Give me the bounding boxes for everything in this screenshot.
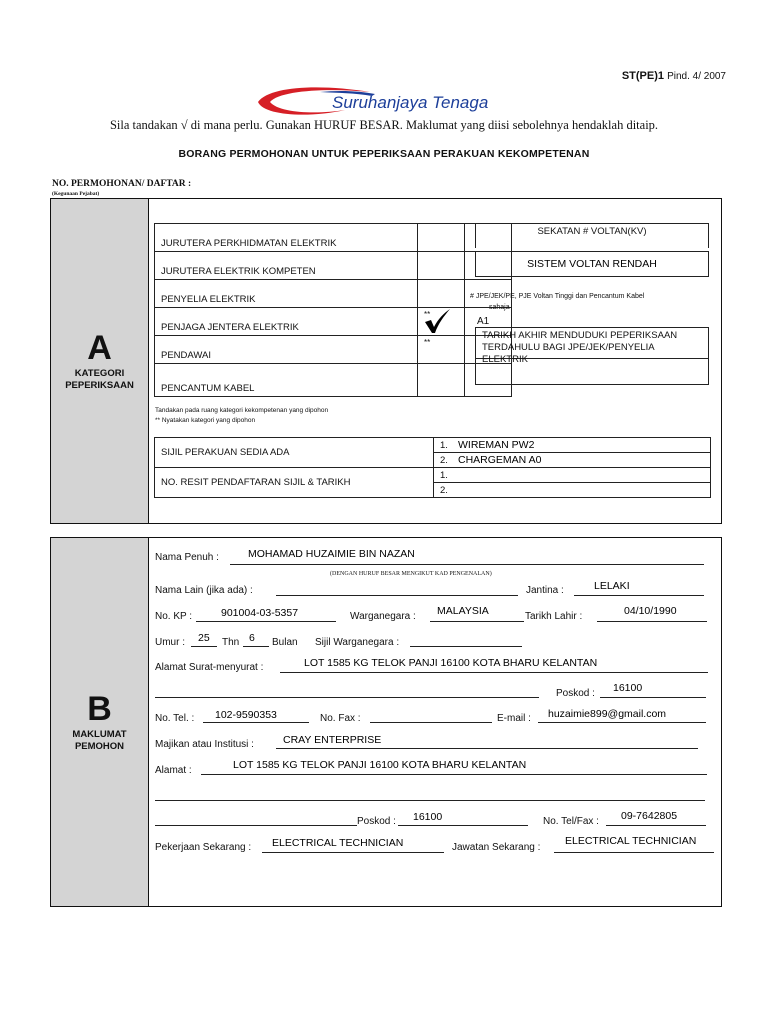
form-code-text: ST(PE)1 (621, 70, 664, 82)
category-code[interactable]: A1 (465, 308, 512, 336)
resit-item-1[interactable] (434, 468, 711, 483)
jawatan-field[interactable]: ELECTRICAL TECHNICIAN (565, 835, 697, 847)
poskod2-label: Poskod : (357, 816, 396, 827)
alamat-field[interactable]: LOT 1585 KG TELOK PANJI 16100 KOTA BHARU KELANTAN (233, 759, 527, 771)
warganegara-line (430, 621, 524, 622)
resit-item-num: 1. (440, 470, 448, 481)
category-row (155, 252, 512, 280)
tarikh-label (476, 328, 708, 365)
section-a-title-line1: KATEGORI (74, 368, 125, 379)
form-title: BORANG PERMOHONAN UNTUK PEPERIKSAAN PERAKUAN KEKOMPETENAN (178, 148, 590, 160)
pekerjaan-label: Pekerjaan Sekarang : (155, 842, 252, 853)
sijil-table (154, 437, 711, 498)
thn-label: Thn (222, 637, 240, 648)
sijil-warganegara-label: Sijil Warganegara : (315, 637, 400, 648)
bulan-field[interactable]: 6 (249, 632, 255, 644)
sijil-item-num: 1. (440, 440, 448, 451)
alamat-line-3[interactable] (155, 825, 357, 826)
pekerjaan-field[interactable]: ELECTRICAL TECHNICIAN (272, 837, 404, 849)
section-a-side-panel (51, 199, 149, 523)
category-checkbox[interactable] (418, 336, 465, 364)
kp-label: No. KP : (155, 611, 193, 622)
warganegara-field[interactable]: MALAYSIA (437, 605, 489, 617)
alamat-surat-line (280, 672, 708, 673)
voltan-header: SEKATAN # VOLTAN(KV) (537, 226, 647, 237)
jantina-line (574, 595, 704, 596)
tel-line (203, 722, 309, 723)
nama-lain-label: Nama Lain (jika ada) : (155, 585, 253, 596)
section-b-letter: B (87, 690, 112, 728)
kegunaan-label: (Kegunaan Pejabat) (52, 191, 100, 197)
jantina-label: Jantina : (526, 585, 564, 596)
check-icon (422, 308, 452, 334)
majikan-line (276, 748, 698, 749)
section-a-title-line2: PEPERIKSAAN (65, 380, 134, 391)
permohonan-label: NO. PERMOHONAN/ DAFTAR : (52, 179, 192, 189)
nama-lain-line (276, 595, 518, 596)
category-row (155, 336, 512, 364)
tarikh-lahir-label: Tarikh Lahir : (525, 611, 583, 622)
category-label: JURUTERA ELEKTRIK KOMPETEN (155, 252, 418, 280)
tarikh-lahir-field[interactable]: 04/10/1990 (624, 605, 677, 617)
bulan-line (243, 646, 269, 647)
majikan-label: Majikan atau Institusi : (155, 739, 254, 750)
poskod-label: Poskod : (556, 688, 595, 699)
poskod2-line (398, 825, 528, 826)
poskod-line (600, 697, 706, 698)
kp-field[interactable]: 901004-03-5357 (221, 607, 299, 619)
sijil-label: SIJIL PERAKUAN SEDIA ADA (155, 438, 434, 468)
pekerjaan-line (262, 852, 444, 853)
category-label: PENJAGA JENTERA ELEKTRIK (155, 308, 418, 336)
suruhanjaya-tenaga-logo (250, 84, 610, 120)
category-stars: ** (424, 338, 431, 347)
sijil-item-num: 2. (440, 455, 448, 466)
nama-note: (DENGAN HURUF BESAR MENGIKUT KAD PENGENALAN) (330, 571, 492, 577)
sijil-item-value: WIREMAN PW2 (458, 439, 535, 451)
resit-item-num: 2. (440, 485, 448, 496)
tarikh-line1: TARIKH AKHIR MENDUDUKI PEPERIKSAAN (482, 330, 678, 341)
warganegara-label: Warganegara : (350, 611, 416, 622)
svg-text:Suruhanjaya Tenaga: Suruhanjaya Tenaga (332, 93, 489, 112)
category-checkbox[interactable] (418, 280, 465, 308)
voltan-header-cell (475, 223, 709, 248)
tel-field[interactable]: 102-9590353 (215, 709, 277, 721)
alamat-line-2[interactable] (155, 800, 705, 801)
alamat-line (201, 774, 707, 775)
alamat-surat-label: Alamat Surat-menyurat : (155, 662, 264, 673)
email-label: E-mail : (497, 713, 531, 724)
category-checkbox[interactable] (418, 224, 465, 252)
telfax-label: No. Tel/Fax : (543, 816, 599, 827)
swoosh-icon (250, 84, 610, 120)
kp-line (196, 621, 336, 622)
category-row (155, 364, 512, 397)
category-label: PENYELIA ELEKTRIK (155, 280, 418, 308)
category-row (155, 224, 512, 252)
voltan-value: SISTEM VOLTAN RENDAH (527, 258, 657, 270)
email-field[interactable]: huzaimie899@gmail.com (548, 708, 667, 720)
tarikh-lahir-line (597, 621, 707, 622)
poskod2-field[interactable]: 16100 (413, 811, 443, 823)
form-code (622, 70, 726, 82)
nama-penuh-line (230, 564, 704, 565)
resit-row (155, 468, 711, 483)
jawatan-line (554, 852, 714, 853)
alamat-surat-line-2[interactable] (155, 697, 539, 698)
note-tandakan: Tandakan pada ruang kategori kekompetenan yang dipohon (155, 407, 329, 414)
category-stars: ** (424, 310, 431, 319)
section-a-letter: A (87, 329, 112, 367)
category-checkbox[interactable] (418, 308, 465, 336)
note-nyatakan: ** Nyatakan kategori yang dipohon (155, 417, 256, 424)
category-label: JURUTERA PERKHIDMATAN ELEKTRIK (155, 224, 418, 252)
voltan-note-line1: # JPE/JEK/PE, PJE Voltan Tinggi dan Pencantum Kabel (470, 293, 645, 300)
email-line (538, 722, 706, 723)
category-label: PENCANTUM KABEL (155, 364, 418, 397)
telfax-line (606, 825, 706, 826)
category-checkbox[interactable] (418, 252, 465, 280)
poskod-field[interactable]: 16100 (613, 682, 643, 694)
section-b-title-line2: PEMOHON (74, 741, 125, 752)
alamat-surat-field[interactable]: LOT 1585 KG TELOK PANJI 16100 KOTA BHARU KELANTAN (304, 657, 598, 669)
tel-label: No. Tel. : (155, 713, 195, 724)
jawatan-label: Jawatan Sekarang : (452, 842, 541, 853)
majikan-field[interactable]: CRAY ENTERPRISE (283, 734, 382, 746)
tarikh-box (475, 327, 709, 385)
resit-item-2[interactable] (434, 483, 711, 498)
sijil-warganegara-line[interactable] (410, 646, 522, 647)
category-checkbox[interactable] (418, 364, 465, 397)
category-row (155, 308, 512, 336)
umur-line (191, 646, 217, 647)
sijil-item-2[interactable] (434, 453, 711, 468)
instruction-text: Sila tandakan √ di mana perlu. Gunakan HURUF BESAR. Maklumat yang diisi sebolehnya hendaklah ditaip. (109, 118, 659, 132)
bulan-label: Bulan (272, 637, 298, 648)
form-revision: Pind. 4/ 2007 (667, 71, 726, 82)
alamat-label: Alamat : (155, 765, 192, 776)
section-b-title-line1: MAKLUMAT (72, 729, 127, 740)
voltan-note-line2: sahaja (489, 304, 510, 311)
category-table (154, 223, 512, 397)
fax-label: No. Fax : (320, 713, 361, 724)
category-label: PENDAWAI (155, 336, 418, 364)
section-b-side-panel (51, 538, 149, 906)
voltan-value-cell[interactable] (475, 251, 709, 277)
umur-field[interactable]: 25 (198, 632, 210, 644)
jantina-field[interactable]: LELAKI (594, 580, 630, 592)
sijil-item-value: CHARGEMAN A0 (458, 454, 542, 466)
nama-penuh-field[interactable]: MOHAMAD HUZAIMIE BIN NAZAN (248, 548, 415, 560)
sijil-row (155, 438, 711, 453)
sijil-item-1[interactable] (434, 438, 711, 453)
umur-label: Umur : (155, 637, 185, 648)
resit-label: NO. RESIT PENDAFTARAN SIJIL & TARIKH (155, 468, 434, 498)
nama-penuh-label: Nama Penuh : (155, 552, 219, 563)
fax-line (370, 722, 492, 723)
tarikh-line2: TERDAHULU BAGI JPE/JEK/PENYELIA ELEKTRIK (482, 342, 655, 365)
telfax-field[interactable]: 09-7642805 (621, 810, 678, 822)
category-row (155, 280, 512, 308)
